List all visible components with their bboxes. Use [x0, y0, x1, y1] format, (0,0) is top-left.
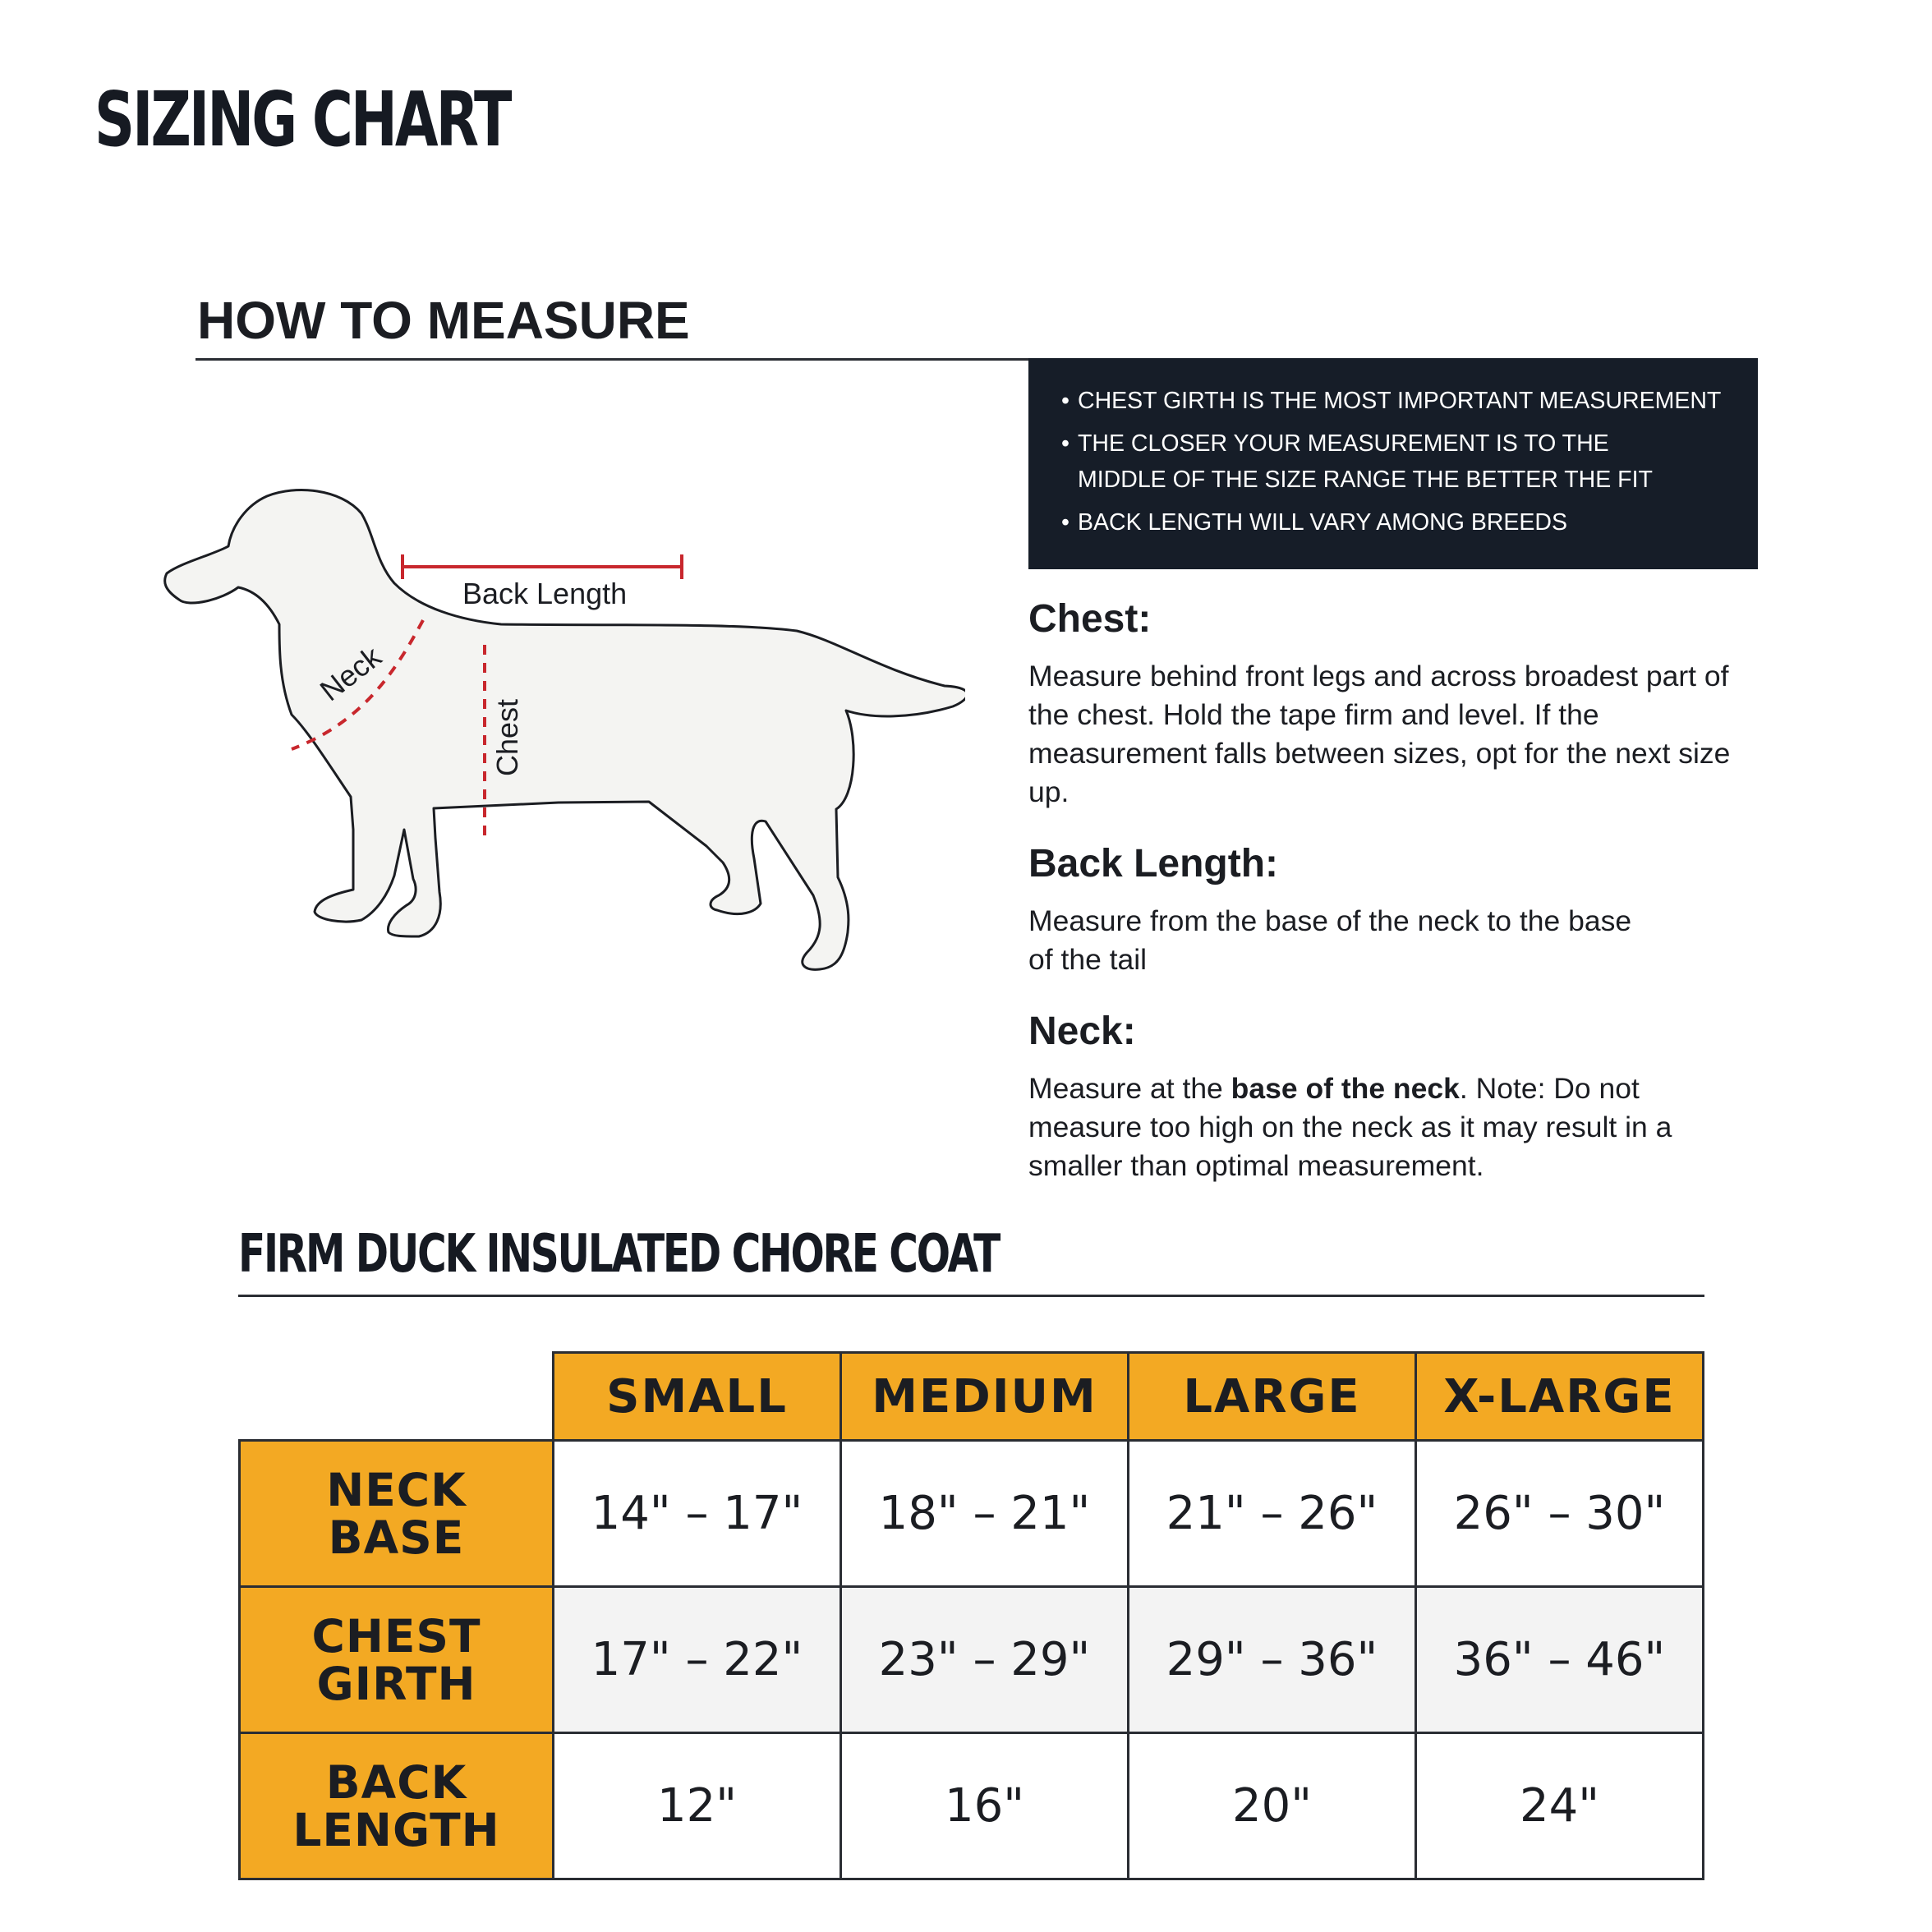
back-length-title: Back Length: [1028, 842, 1279, 886]
row-header-neck-base: NECK BASE [240, 1441, 554, 1587]
chest-text: Measure behind front legs and across broadest part of the chest. Hold the tape firm and level. If the measurement falls between sizes, opt for the next size up. [1028, 660, 1731, 808]
table-cell: 21" – 26" [1129, 1441, 1416, 1587]
size-header-small: SMALL [554, 1353, 841, 1441]
neck-label: Neck [313, 639, 388, 708]
back-length-text: Measure from the base of the neck to the base of the tail [1028, 904, 1632, 976]
tip-item: • THE CLOSER YOUR MEASUREMENT IS TO THE MIDDLE OF THE SIZE RANGE THE BETTER THE FIT [1061, 426, 1686, 498]
table-cell: 24" [1416, 1733, 1704, 1879]
tip-item: • BACK LENGTH WILL VARY AMONG BREEDS [1061, 504, 1725, 540]
chest-title: Chest: [1028, 597, 1152, 641]
size-table [238, 1351, 1704, 1880]
dog-silhouette [165, 490, 965, 970]
size-header-x-large: X-LARGE [1416, 1353, 1704, 1441]
table-cell: 36" – 46" [1416, 1587, 1704, 1733]
divider [238, 1295, 1704, 1297]
table-cell: 20" [1129, 1733, 1416, 1879]
table-cell: 14" – 17" [554, 1441, 841, 1587]
page-title: SIZING CHART [94, 76, 510, 163]
table-cell: 26" – 30" [1416, 1441, 1704, 1587]
table-row [240, 1441, 1704, 1587]
neck-emphasis: base of the neck [1230, 1072, 1460, 1105]
table-cell: 18" – 21" [841, 1441, 1129, 1587]
how-to-measure-heading: HOW TO MEASURE [197, 291, 690, 350]
back-length-instructions [1028, 844, 1768, 979]
row-header-back-length: BACK LENGTH [240, 1733, 554, 1879]
table-header-row [240, 1353, 1704, 1441]
row-header-chest-girth: CHEST GIRTH [240, 1587, 554, 1733]
tip-item: • CHEST GIRTH IS THE MOST IMPORTANT MEASUREMENT [1061, 383, 1725, 419]
table-row [240, 1733, 1704, 1879]
back-length-label: Back Length [462, 577, 628, 610]
neck-instructions [1028, 1012, 1768, 1185]
table-corner [240, 1353, 554, 1441]
chest-instructions [1028, 597, 1768, 812]
table-cell: 12" [554, 1733, 841, 1879]
tips-box [1028, 358, 1758, 569]
measurement-instructions [1028, 597, 1768, 1218]
chest-label: Chest [490, 698, 524, 776]
neck-title: Neck: [1028, 1010, 1136, 1053]
tips-list [1061, 383, 1725, 540]
table-cell: 29" – 36" [1129, 1587, 1416, 1733]
table-cell: 16" [841, 1733, 1129, 1879]
table-row [240, 1587, 1704, 1733]
size-header-large: LARGE [1129, 1353, 1416, 1441]
table-cell: 17" – 22" [554, 1587, 841, 1733]
size-header-medium: MEDIUM [841, 1353, 1129, 1441]
table-cell: 23" – 29" [841, 1587, 1129, 1733]
product-title: FIRM DUCK INSULATED CHORE COAT [238, 1224, 999, 1285]
dog-measurement-diagram [156, 485, 965, 1043]
neck-text: Measure at the base of the neck. Note: Do not measure too high on the neck as it may result in a smaller than optimal measurement. [1028, 1072, 1672, 1182]
